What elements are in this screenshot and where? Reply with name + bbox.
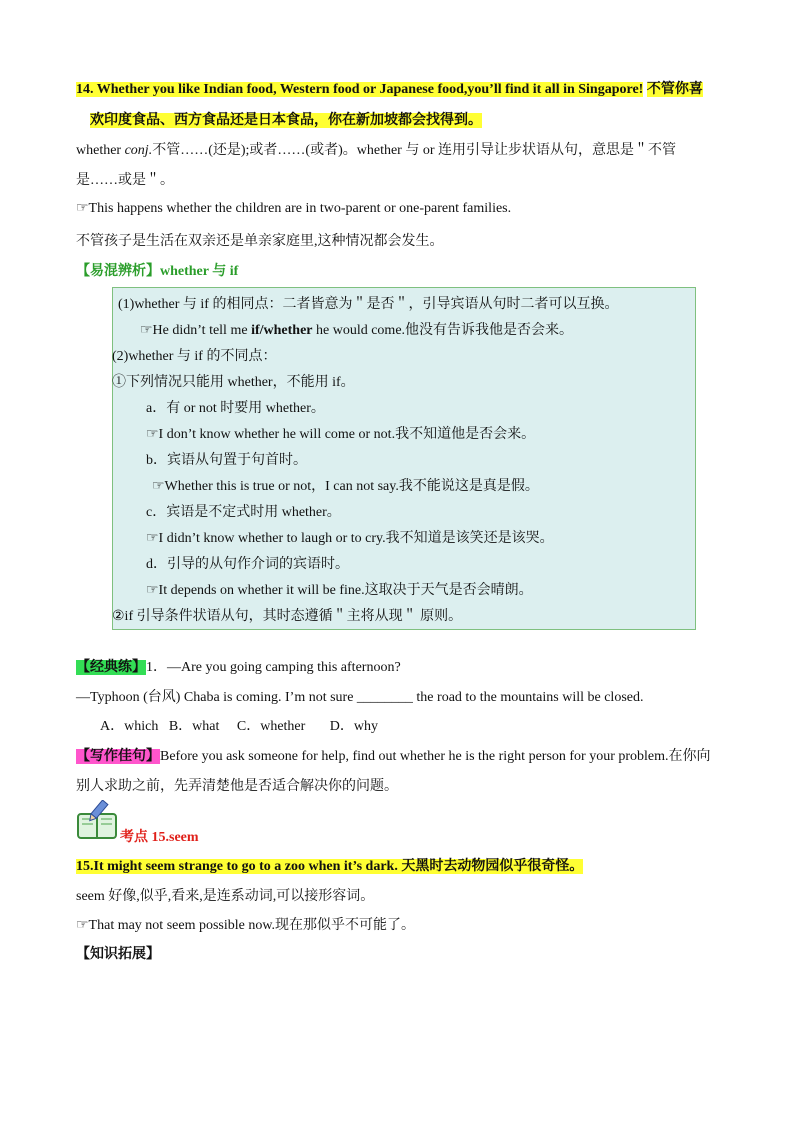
seem-example: ☞That may not seem possible now.现在那似乎不可能了。 bbox=[76, 918, 416, 933]
box-line-4: ①下列情况只能用 whether，不能用 if。 bbox=[112, 375, 355, 390]
practice-options: A．which B．what C．whether D．why bbox=[100, 719, 379, 734]
writing-tag: 【写作佳句】 bbox=[76, 749, 160, 764]
box-line-10: ☞I didn’t know whether to laugh or to cry.我不知道是该笑还是该哭。 bbox=[146, 531, 554, 546]
kaodian-label: 考点 15.seem bbox=[120, 830, 199, 845]
definition-text: 不管……(还是);或者……(或者)。whether 与 or 连用引导让步状语从句，意思是＂不管 bbox=[152, 143, 676, 158]
pos-label: conj. bbox=[124, 143, 153, 158]
writing-text-1: Before you ask someone for help, find out whether he is the right person for your problem.在你向 bbox=[160, 749, 711, 764]
item14-heading-en: 14. Whether you like Indian food, Western food or Japanese food,you’ll find it all in Singapore! bbox=[76, 82, 644, 97]
item14-heading-cn-2: 欢印度食品、西方食品还是日本食品，你在新加坡都会找得到。 bbox=[90, 113, 482, 128]
box-line-2-a: ☞He didn’t tell me bbox=[140, 323, 252, 338]
box-line-7: b．宾语从句置于句首时。 bbox=[146, 453, 307, 468]
item15-heading-text: 15.It might seem strange to go to a zoo when it’s dark. 天黑时去动物园似乎很奇怪。 bbox=[76, 859, 584, 874]
item14-heading-cont bbox=[90, 109, 482, 129]
confusion-label: 【易混辨析】whether 与 if bbox=[76, 264, 239, 279]
item15-heading bbox=[76, 855, 583, 875]
practice-line-1 bbox=[76, 656, 401, 676]
box-line-3: (2)whether 与 if 的不同点： bbox=[112, 349, 277, 364]
whether-definition-cont: 是……或是＂。 bbox=[76, 173, 174, 188]
practice-line-2: —Typhoon (台风) Chaba is coming. I’m not sure ________ the road to the mountains will be closed. bbox=[76, 690, 644, 705]
practice-question-1: 1．—Are you going camping this afternoon? bbox=[146, 660, 401, 675]
box-line-12: ☞It depends on whether it will be fine.这取决于天气是否会晴朗。 bbox=[146, 583, 533, 598]
box-line-2-b: if/whether bbox=[251, 323, 313, 338]
writing-line-1 bbox=[76, 745, 711, 765]
item14-heading bbox=[76, 78, 703, 98]
box-line-2 bbox=[140, 319, 573, 339]
whether-definition bbox=[76, 139, 676, 159]
box-line-13: ②if 引导条件状语从句，其时态遵循＂主将从现＂ 原则。 bbox=[112, 609, 463, 624]
practice-tag: 【经典练】 bbox=[76, 660, 146, 675]
knowledge-extension-label: 【知识拓展】 bbox=[76, 947, 160, 962]
box-line-9: c．宾语是不定式时用 whether。 bbox=[146, 505, 341, 520]
box-line-2-c: he would come.他没有告诉我他是否会来。 bbox=[312, 323, 574, 338]
whether-word: whether bbox=[76, 143, 125, 158]
box-line-1: (1)whether 与 if 的相同点：二者皆意为＂是否＂，引导宾语从句时二者可以互换。 bbox=[118, 297, 619, 312]
writing-line-2: 别人求助之前，先弄清楚他是否适合解决你的问题。 bbox=[76, 779, 398, 794]
seem-definition: seem 好像,似乎,看来,是连系动词,可以接形容词。 bbox=[76, 889, 375, 904]
box-line-8: ☞Whether this is true or not，I can not say.我不能说这是真是假。 bbox=[152, 479, 539, 494]
item14-heading-cn-1: 不管你喜 bbox=[646, 82, 703, 97]
example-cn: 不管孩子是生活在双亲还是单亲家庭里,这种情况都会发生。 bbox=[76, 234, 444, 249]
box-line-6: ☞I don’t know whether he will come or not.我不知道他是否会来。 bbox=[146, 427, 536, 442]
box-line-5: a．有 or not 时要用 whether。 bbox=[146, 401, 325, 416]
box-line-11: d．引导的从句作介词的宾语时。 bbox=[146, 557, 349, 572]
example-en: ☞This happens whether the children are in two-parent or one-parent families. bbox=[76, 201, 512, 216]
book-pencil-icon bbox=[76, 800, 120, 840]
